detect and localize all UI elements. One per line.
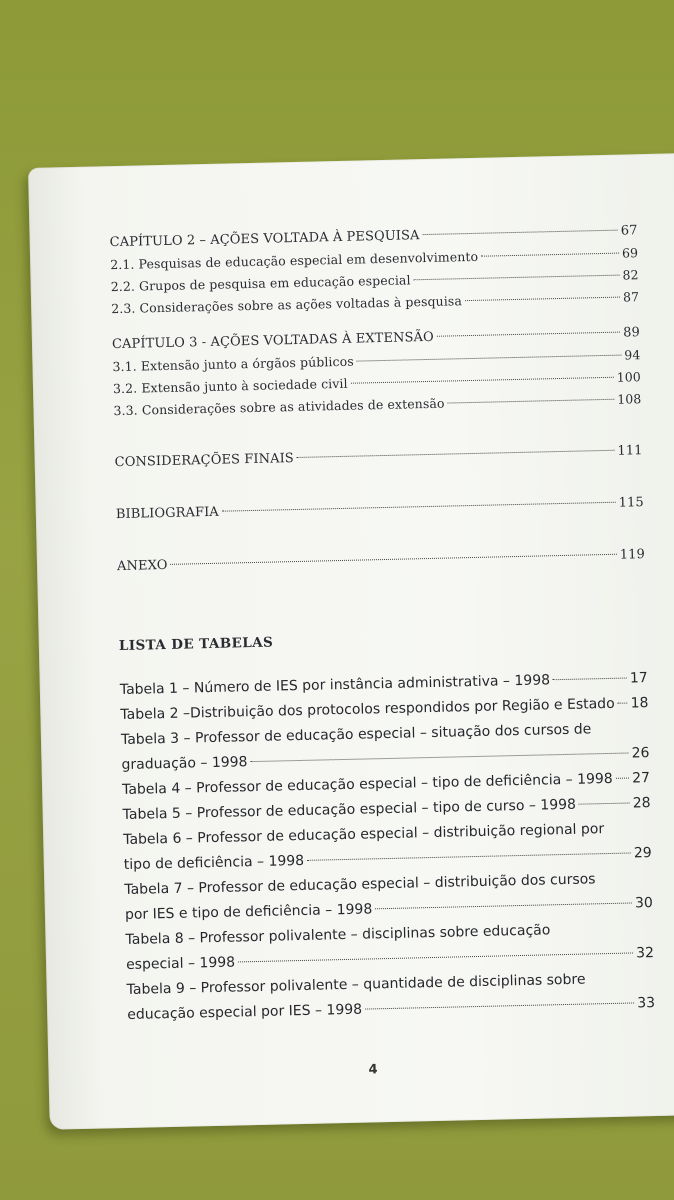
dot-leader (553, 678, 627, 681)
toc-page: 115 (618, 495, 644, 511)
toc-page: 87 (622, 289, 640, 305)
dot-leader (616, 778, 629, 779)
table-entry-text: Tabela 4 – Professor de educação especial – tipo de deficiência – 1998 (121, 770, 613, 799)
table-entry-text: Tabela 8 – Professor polivalente – disciplinas sobre educação (125, 922, 551, 948)
dot-leader (297, 450, 615, 458)
dot-leader (365, 1002, 634, 1009)
toc-title: BIBLIOGRAFIA (115, 504, 220, 523)
table-entry-page: 28 (632, 795, 651, 812)
toc-title: CAPÍTULO 2 – AÇÕES VOLTADA À PESQUISA (109, 228, 420, 251)
table-entry-page: 18 (630, 695, 649, 712)
toc-title: 3.2. Extensão junto à sociedade civil (112, 375, 348, 397)
table-entry-page: 32 (635, 945, 655, 962)
toc-title: 3.3. Considerações sobre as atividades de extensão (113, 395, 445, 419)
toc-title: 2.2. Grupos de pesquisa em educação especial (110, 272, 411, 295)
table-entry-text: Tabela 6 – Professor de educação especial – distribuição regional por (123, 821, 605, 849)
toc-title: 3.1. Extensão junto a órgãos públicos (112, 353, 354, 375)
dot-leader (618, 703, 628, 704)
toc-page: 100 (616, 369, 642, 385)
table-entry-text: especial – 1998 (125, 954, 236, 973)
toc-page: 94 (624, 347, 641, 363)
document-page (28, 152, 674, 1129)
dot-leader (465, 297, 620, 302)
toc-page: 69 (621, 245, 639, 261)
table-entry-text: tipo de deficiência – 1998 (123, 852, 305, 874)
tables-list-title: LISTA DE TABELAS (118, 634, 274, 655)
table-entry-text: Tabela 2 –Distribuição dos protocolos respondidos por Região e Estado (120, 695, 615, 724)
dot-leader (481, 253, 619, 257)
toc-page: 89 (622, 325, 641, 341)
dot-leader (579, 803, 630, 805)
toc-title: CONSIDERAÇÕES FINAIS (114, 451, 295, 471)
dot-leader (423, 230, 618, 235)
table-entry-page: 26 (631, 745, 650, 762)
toc-page: 108 (617, 391, 642, 407)
dot-leader (222, 502, 616, 512)
toc-title: CAPÍTULO 3 - AÇÕES VOLTADAS À EXTENSÃO (111, 329, 434, 353)
table-entry-page: 30 (634, 895, 654, 912)
table-entry-text: Tabela 7 – Professor de educação especial – distribuição dos cursos (124, 871, 596, 898)
table-entry-text: graduação – 1998 (121, 754, 248, 774)
table-entry-page: 33 (637, 994, 656, 1012)
table-entry-text: Tabela 9 – Professor polivalente – quantidade de disciplinas sobre (126, 971, 586, 998)
table-entry-text: Tabela 3 – Professor de educação especial – situação dos cursos de (120, 721, 592, 749)
dot-leader (375, 902, 632, 909)
table-entry-page: 29 (633, 845, 652, 862)
table-entry-page: 17 (629, 670, 648, 687)
toc-page: 67 (620, 223, 638, 239)
dot-leader (357, 355, 622, 362)
table-entry-page: 27 (631, 770, 651, 787)
table-entry-text: por IES e tipo de deficiência – 1998 (124, 901, 373, 923)
dot-leader (250, 753, 628, 763)
dot-leader (351, 377, 614, 384)
dot-leader (307, 852, 631, 860)
toc-page: 119 (619, 547, 646, 563)
dot-leader (170, 554, 616, 565)
page-number: 4 (368, 1062, 378, 1078)
dot-leader (238, 952, 633, 962)
toc-title: 2.3. Considerações sobre as ações voltadas à pesquisa (111, 293, 463, 317)
table-entry-text: Tabela 5 – Professor de educação especial – tipo de curso – 1998 (122, 796, 577, 824)
toc-page: 111 (617, 443, 643, 459)
table-entry-text: educação especial por IES – 1998 (127, 1001, 363, 1023)
table-of-contents (109, 220, 655, 1028)
toc-page: 82 (622, 267, 639, 283)
table-entry-text: Tabela 1 – Número de IES por instância administrativa – 1998 (119, 672, 551, 699)
dot-leader (448, 399, 615, 404)
toc-title: 2.1. Pesquisas de educação especial em desenvolvimento (110, 248, 479, 273)
dot-leader (414, 275, 620, 281)
toc-title: ANEXO (116, 557, 168, 575)
dot-leader (437, 332, 620, 337)
